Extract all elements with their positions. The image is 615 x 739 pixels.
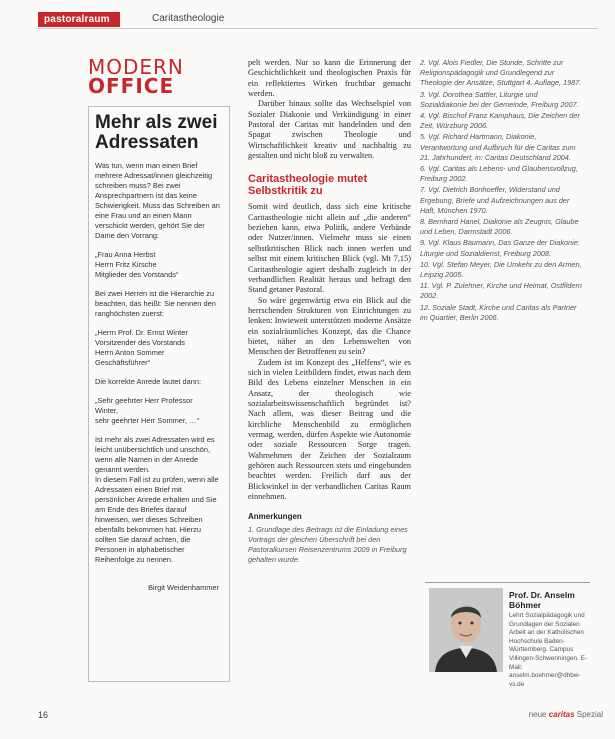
body-paragraph: Zudem ist im Konzept des „Helfens“, wie es sich in vielen Leitbildern findet, etwas nach dem Bild des Lebens einzelner Menschen in ein Ansatz, der theologisch wie sozialarbeitswissenschaftlich begründet ist? Nach allem, was dieser Beitrag und die kirchliche Menschenbild zu ermöglichen vermag, werden, dürfen Aspekte wie Autonomie oder soziale Ressourcen Sorge tragen. Wahrnehmen der Zeichen der Sozialraum gehören auch Ressourcen stets und eingebunden beachtet werden. Freilich darf aus der Blickwinkel in der verbandlichen Caritas Raum einnehmen. [248, 357, 411, 502]
note-item: 2. Vgl. Alois Fiedler, Die Stunde, Schritte zur Religionspädagogik und Grundlegend zur Theologie der Ansätze, Stuttgart 4. Auflage, 1987. [420, 58, 582, 88]
note-item: 6. Vgl. Caritas als Lebens- und Glaubensvollzug, Freiburg 2002. [420, 164, 578, 184]
sidebar-title: Mehr als zwei Adressaten [95, 112, 218, 153]
sidebar-example: „Herrn Prof. Dr. Ernst Winter Vorsitzender des Vorstands Herrn Anton Sommer Geschäftsführer“ [95, 328, 188, 367]
magazine-suffix: Spezial [576, 710, 603, 719]
note-item: 3. Vgl. Dorothea Sattler, Liturgie und Sozialdiakonie bei der Gemeinde, Freiburg 2007. [420, 89, 579, 109]
note-item: 11. Vgl. P. Zulehner, Kirche und Heimat, Ostfildern 2002. [420, 281, 582, 301]
sidebar-signature: Birgit Weidenhammer [148, 583, 219, 592]
notes-heading: Anmerkungen [248, 512, 302, 522]
section-subheading: Caritastheologie mutet Selbstkritik zu [248, 173, 368, 198]
sidebar-paragraph: Was tun, wenn man einen Brief mehrere Adressat/innen gleichzeitig schreiben muss? Bei zwei Ansprechpartnern ist das keine Schwierigkeit. Muss das Schreiben an eine Frau und an einen Mann verschickt werden, gehört Sie der Dame den Vorrang: [95, 161, 220, 240]
body-paragraph: So wäre gegenwärtig etwa ein Blick auf die herrschenden Strukturen von Einrichtungen zu lenken: Inwieweit unterstützen moderne Ansätze ein sozialräumliches Konzept, das die Chance bietet, näher an den Lebenswelten von Menschen der Betroffenen zu sein? [248, 295, 411, 357]
author-photo [429, 588, 503, 672]
sidebar-paragraph: Die korrekte Anrede lautet dann: [95, 377, 201, 386]
note-item: 9. Vgl. Klaus Baumann, Das Ganze der Diakonie: Liturgie und Sozialdienst, Freiburg 2008. [420, 238, 580, 258]
note-item: 4. Vgl. Bischof Franz Kamphaus, Die Zeichen der Zeit, Würzburg 2006. [420, 111, 580, 131]
page-footer [0, 700, 615, 739]
article-column-2 [248, 58, 411, 565]
author-name: Prof. Dr. Anselm Böhmer [509, 590, 575, 610]
body-paragraph: pelt werden. Nur so kann die Erinnerung der Geschichtlichkeit und theologischen Praxis für ein reflektiertes Wirken fruchtbar gemacht werden. [248, 58, 411, 99]
note-item: 1. Grundlage des Beitrags ist die Einladung eines Vortrags der gleichen Überschrift bei den Pastoralkursen Reisenzentrums 2009 in Freiburg gehalten wurde. [248, 524, 408, 564]
header-rule [38, 28, 598, 29]
body-paragraph: Somit wird deutlich, dass sich eine kritische Caritastheologie nicht allein auf „die anderen“ beziehen kann, etwa Politik, andere Verbände oder Nutzer/innen. Vielmehr muss sie einen selbstkritischen Blick nach innen werfen und selbst mit einem kritischen Blick (vgl. Mt 7,15) Caritastheologie agiert deshalb zugleich in der verbandlichen Realität heraus und befragt den Stand getaner Pastoral. [248, 202, 411, 295]
note-item: 8. Bernhard Hanel, Diakonie als Zeugnis, Glaube und Leben, Darmstadt 2006. [420, 217, 579, 237]
note-item: 10. Vgl. Stefan Meyer, Die Umkehr zu den Armen, Leipzig 2005. [420, 259, 582, 280]
body-paragraph: Darüber hinaus sollte das Wechselspiel von Sozialer Diakonie und Verkündigung in einer Pastoral der Caritas mit handelnden und den Spagat zwischen Theologie und Wirtschaftlichkeit kreativ und nachhaltig zu gestalten und nicht bloß zu verwalten. [248, 99, 411, 161]
portrait-icon [429, 588, 503, 672]
sidebar-example: „Frau Anna Herbst Herrn Fritz Kirsche Mitglieder des Vorstands“ [95, 250, 179, 279]
note-item: 7. Vgl. Dietrich Bonhoeffer, Widerstand und Ergebung, Briefe und Aufzeichnungen aus der Haft, München 1970. [420, 185, 570, 215]
magazine-name [529, 710, 603, 719]
author-box [425, 582, 590, 702]
sidebar-box [88, 106, 230, 682]
sidebar-example: „Sehr geehrter Herr Professor Winter, sehr geehrter Herr Sommer, …“ [95, 396, 199, 425]
author-rule [425, 582, 590, 583]
logo-line-1: MODERN [88, 55, 184, 79]
note-item: 5. Vgl. Richard Hartmann, Diakonie, Verantwortung und Aufbruch für die Caritas zum 21. Jahrhundert, in: Caritas Deutschland 2004. [420, 132, 576, 162]
logo-line-2: OFFICE [88, 74, 175, 98]
sidebar-paragraph: Ist mehr als zwei Adressaten wird es leicht unübersichtlich und unschön, wenn alle Namen in der Anrede genannt werden. In diesem Fall ist zu prüfen, wenn alle Adressaten einen Brief mit persönlicher Anrede erhalten und Sie am Ende des Briefes darauf hinweisen, wer dieses Schreiben ebenfalls bekommen hat. Hierzu sollten Sie darauf achten, die Personen in alphabetischer Reihenfolge zu nennen. [95, 435, 219, 564]
note-item: 12. Soziale Stadt, Kirche und Caritas als Partner im Quartier, Berlin 2006. [420, 302, 577, 322]
page-header [0, 0, 615, 40]
sidebar-paragraph: Bei zwei Herren ist die Hierarchie zu beachten, das heißt: Sie nennen den ranghöchsten zuerst: [95, 289, 216, 318]
modern-office-logo [88, 55, 184, 98]
page-number: 16 [38, 710, 49, 720]
section-tag: pastoralraum [38, 12, 120, 27]
magazine-brand: caritas [548, 710, 575, 719]
notes-column [420, 58, 585, 324]
magazine-prefix: neue [528, 710, 547, 719]
author-bio: Lehrt Sozialpädagogik und Grundlagen der Sozialen Arbeit an der Katholischen Hochschule Baden-Württemberg. Campus Villingen-Schwenningen. E-Mail: anselm.boehmer@dhbw-vs.de [509, 612, 588, 688]
section-subtitle: Caritastheologie [152, 13, 225, 24]
